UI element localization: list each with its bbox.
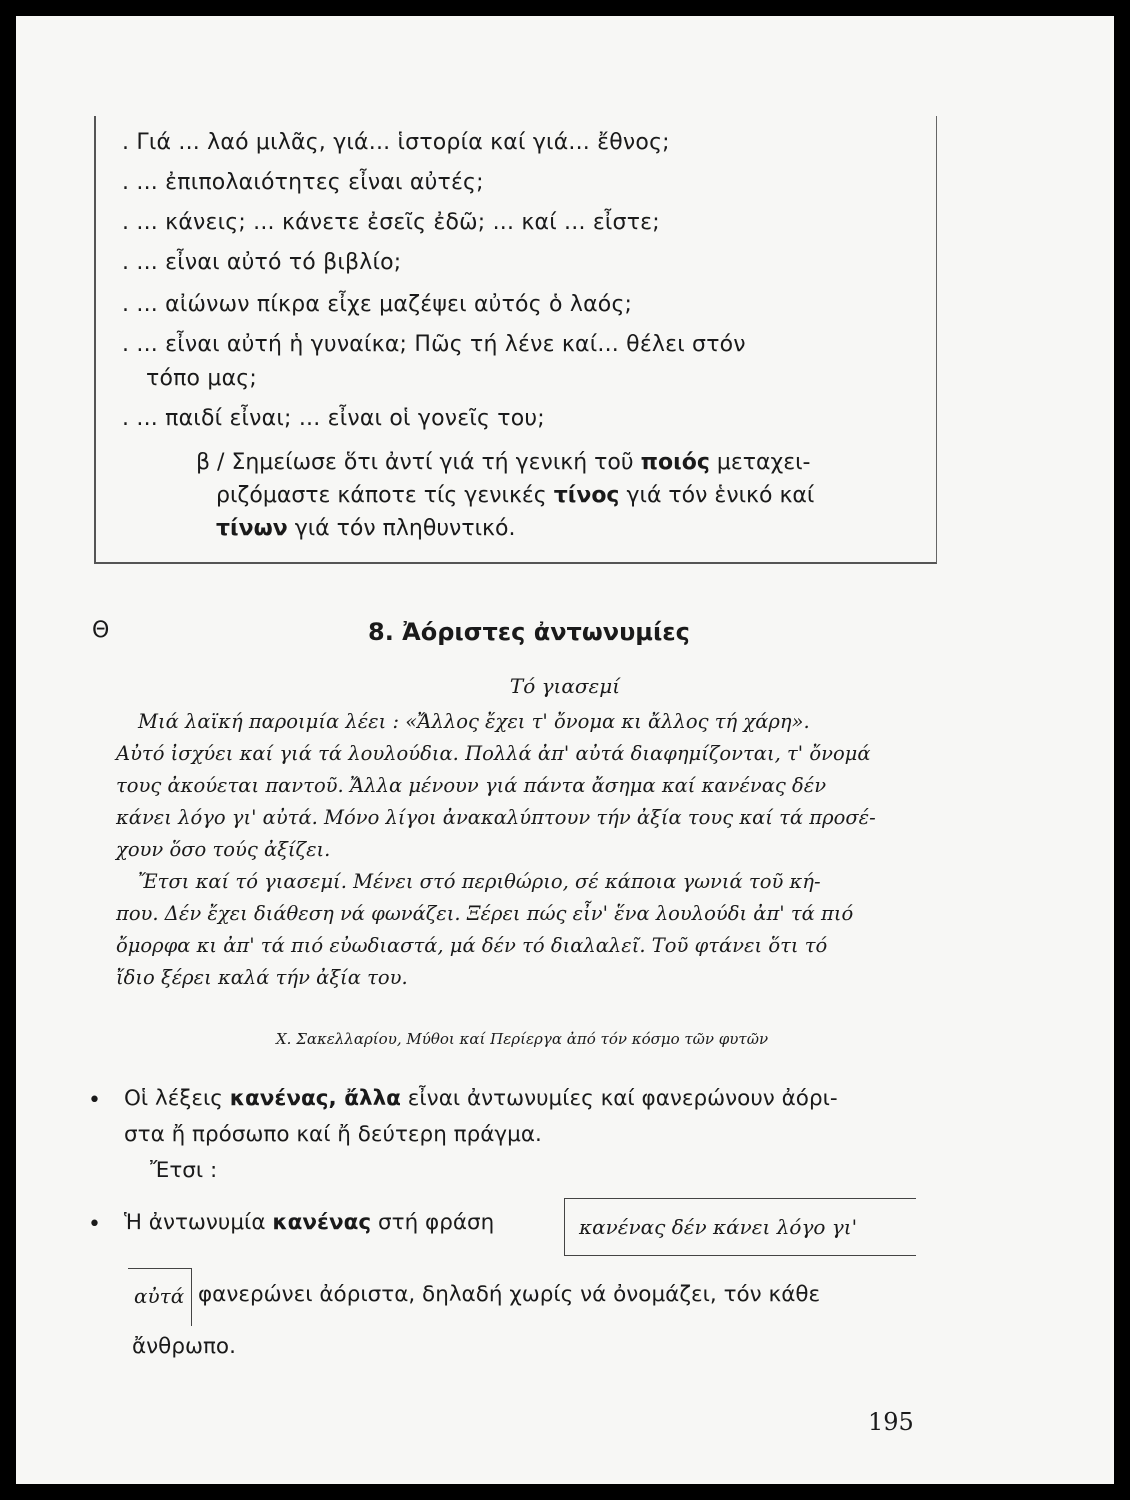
section-title: 8. Ἀόριστες ἀντωνυμίες (368, 618, 690, 646)
story-line: κάνει λόγο γι' αὐτά. Μόνο λίγοι ἀνακαλύπτουν τήν ἀξία τους καί τά προσέ- (116, 806, 876, 829)
explanation-line-3: Ἡ ἀντωνυμία κανένας στή φράση (124, 1210, 495, 1235)
explanation-line-5: ἄνθρωπο. (132, 1334, 236, 1359)
exercise-line-6: . ... εἶναι αὐτή ἡ γυναίκα; Πῶς τή λένε καί... θέλει στόν (122, 332, 746, 357)
exercise-line-2: . ... ἐπιπολαιότητες εἶναι αὐτές; (122, 170, 484, 195)
page-number: 195 (868, 1408, 914, 1436)
exercise-note (196, 446, 916, 545)
story-source: Χ. Σακελλαρίου, Μύθοι καί Περίεργα ἀπό τόν κόσμο τῶν φυτῶν (276, 1030, 769, 1048)
keyword-kanenas: κανένας (272, 1210, 372, 1235)
book-page (16, 16, 1114, 1484)
section-marker: Θ (92, 618, 110, 643)
exercise-line-5: . ... αἰώνων πίκρα εἶχε μαζέψει αὐτός ὁ λαός; (122, 292, 633, 317)
explanation-line-4: φανερώνει ἀόριστα, δηλαδή χωρίς νά ὀνομάζει, τόν κάθε (198, 1282, 821, 1307)
exercise-line-7: τόπο μας; (146, 366, 258, 391)
note-line-1: β / Σημείωσε ὅτι ἀντί γιά τή γενική τοῦ ποιός μεταχει- (196, 450, 811, 475)
keyword-kanenas-alla: κανένας, ἄλλα (229, 1086, 401, 1111)
exercise-line-3: . ... κάνεις; ... κάνετε ἐσεῖς ἐδῶ; ... καί ... εἶστε; (122, 210, 660, 235)
story-line: ὄμορφα κι ἀπ' τά πιό εὐωδιαστά, μά δέν τό διαλαλεῖ. Τοῦ φτάνει ὅτι τό (116, 934, 828, 957)
story-line: που. Δέν ἔχει διάθεση νά φωνάζει. Ξέρει πώς εἶν' ἕνα λουλούδι ἀπ' τά πιό (116, 902, 854, 925)
exercise-line-1: . Γιά ... λαό μιλᾶς, γιά... ἱστορία καί γιά... ἔθνος; (122, 130, 670, 155)
boxed-phrase-end: αὐτά (134, 1284, 185, 1308)
story-text (116, 706, 936, 994)
etsi-label: Ἔτσι : (150, 1158, 218, 1183)
explanation-line-1: Οἱ λέξεις κανένας, ἄλλα εἶναι ἀντωνυμίες καί φανερώνουν ἀόρι- (124, 1086, 838, 1111)
explanation-line-2: στα ἤ πρόσωπο καί ἤ δεύτερη πράγμα. (124, 1122, 542, 1147)
keyword-tinos: τίνος (553, 483, 620, 508)
exercise-line-4: . ... εἶναι αὐτό τό βιβλίο; (122, 250, 402, 275)
exercise-line-8: . ... παιδί εἶναι; ... εἶναι οἱ γονεῖς του; (122, 406, 545, 431)
keyword-tinon: τίνων (216, 516, 288, 541)
story-line: ἴδιο ξέρει καλά τήν ἀξία του. (116, 966, 408, 989)
story-line: Αὐτό ἰσχύει καί γιά τά λουλούδια. Πολλά ἀπ' αὐτά διαφημίζονται, τ' ὄνομά (116, 742, 871, 765)
story-title: Τό γιασεμί (509, 674, 621, 698)
note-line-3: τίνων γιά τόν πληθυντικό. (216, 516, 516, 541)
bullet-2: • (88, 1212, 101, 1237)
bullet-1: • (88, 1088, 101, 1113)
story-line: τους ἀκούεται παντοῦ. Ἄλλα μένουν γιά πάντα ἄσημα καί κανένας δέν (116, 774, 827, 797)
keyword-poios: ποιός (640, 450, 710, 475)
story-line: χουν ὅσο τούς ἀξίζει. (116, 838, 331, 861)
story-line: Ἔτσι καί τό γιασεμί. Μένει στό περιθώριο, σέ κάποια γωνιά τοῦ κή- (138, 870, 821, 893)
boxed-phrase: κανένας δέν κάνει λόγο γι' (564, 1198, 916, 1256)
story-line: Μιά λαϊκή παροιμία λέει : «Ἄλλος ἔχει τ' ὄνομα κι ἄλλος τή χάρη». (138, 710, 810, 733)
note-line-2: ριζόμαστε κάποτε τίς γενικές τίνος γιά τόν ἑνικό καί (216, 483, 815, 508)
